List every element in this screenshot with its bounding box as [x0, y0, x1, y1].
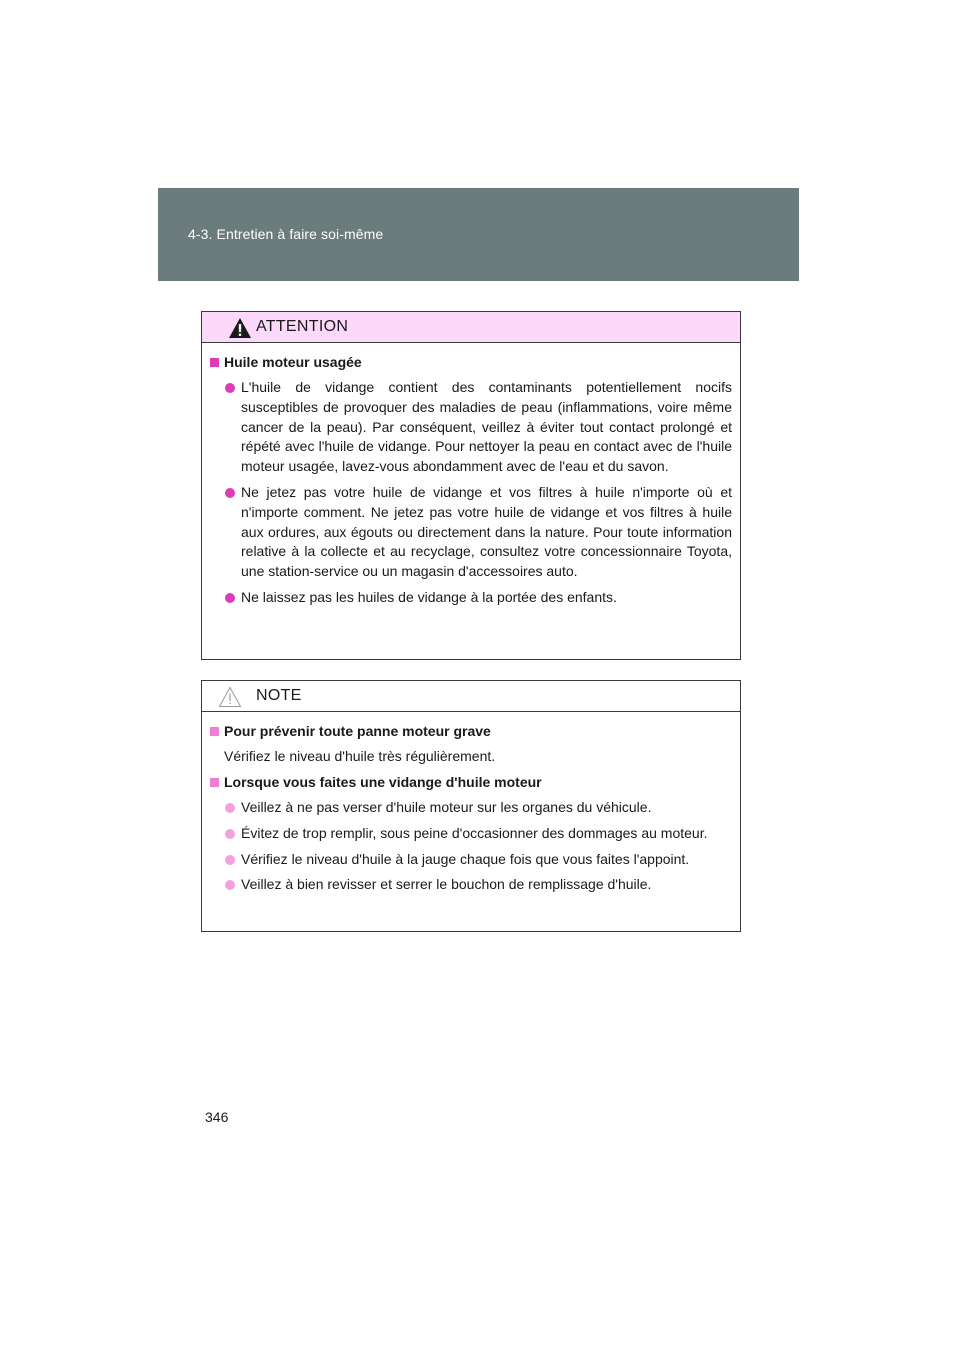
- note-box: [201, 680, 741, 932]
- note-bullet-text: Vérifiez le niveau d'huile à la jauge chaque fois que vous faites l'appoint.: [241, 850, 690, 867]
- note-bullet-text: Veillez à bien revisser et serrer le bouchon de remplissage d'huile.: [241, 876, 652, 893]
- note-bullet: [210, 875, 732, 895]
- note-bullet: [210, 850, 732, 870]
- square-bullet-icon: [210, 778, 219, 787]
- note-section-heading: [210, 773, 732, 792]
- note-section-heading-text: Lorsque vous faites une vidange d'huile moteur: [224, 774, 542, 790]
- note-bullet-text: Évitez de trop remplir, sous peine d'occasionner des dommages au moteur.: [241, 824, 708, 841]
- note-bullet: [210, 798, 732, 818]
- round-bullet-icon: [225, 829, 235, 839]
- note-header: [202, 681, 740, 712]
- warning-triangle-filled-icon: [228, 317, 252, 339]
- square-bullet-icon: [210, 727, 219, 736]
- attention-bullet-text: Ne laissez pas les huiles de vidange à la portée des enfants.: [241, 588, 617, 605]
- attention-bullet: [210, 483, 732, 582]
- attention-bullet-text: L'huile de vidange contient des contaminants potentiellement nocifs susceptibles de provoquer des maladies de peau (inflammations, voire même cancer de la peau). Par conséquent, veillez à éviter tout contact prolongé et répété avec l'huile de vidange. Pour nettoyer la peau en contact avec de l'huile moteur usagée, lavez-vous abondamment avec de l'eau et du savon.: [241, 379, 732, 475]
- round-bullet-icon: [225, 593, 235, 603]
- note-paragraph: Vérifiez le niveau d'huile très régulièrement.: [224, 748, 496, 764]
- attention-bullet: [210, 588, 732, 608]
- attention-box: [201, 311, 741, 660]
- note-section-heading: [210, 722, 732, 741]
- attention-title: ATTENTION: [256, 318, 349, 335]
- attention-bullet: [210, 378, 732, 477]
- attention-body: [202, 343, 740, 608]
- page-number: 346: [205, 1109, 229, 1125]
- round-bullet-icon: [225, 383, 235, 393]
- attention-header: [202, 312, 740, 343]
- round-bullet-icon: [225, 803, 235, 813]
- attention-section-heading: [210, 353, 732, 372]
- warning-triangle-outline-icon: [218, 686, 242, 708]
- section-title: 4-3. Entretien à faire soi-même: [188, 226, 384, 242]
- attention-bullet-text: Ne jetez pas votre huile de vidange et vos filtres à huile n'importe où et n'importe comment. Ne jetez pas votre huile de vidange et vos filtres à huile aux ordures, aux égouts ou directement dans la nature. Pour toute information relative à la collecte et au recyclage, consultez votre concessionnaire Toyota, une station-service ou un magasin d'accessoires auto.: [241, 483, 732, 580]
- note-title: NOTE: [256, 687, 302, 704]
- round-bullet-icon: [225, 855, 235, 865]
- section-header-band: [158, 188, 799, 281]
- note-bullet: [210, 824, 732, 844]
- attention-section-heading-text: Huile moteur usagée: [224, 354, 362, 370]
- note-body: [202, 712, 740, 895]
- note-section-heading-text: Pour prévenir toute panne moteur grave: [224, 723, 491, 739]
- round-bullet-icon: [225, 488, 235, 498]
- square-bullet-icon: [210, 358, 219, 367]
- note-bullet-text: Veillez à ne pas verser d'huile moteur sur les organes du véhicule.: [241, 799, 652, 815]
- round-bullet-icon: [225, 880, 235, 890]
